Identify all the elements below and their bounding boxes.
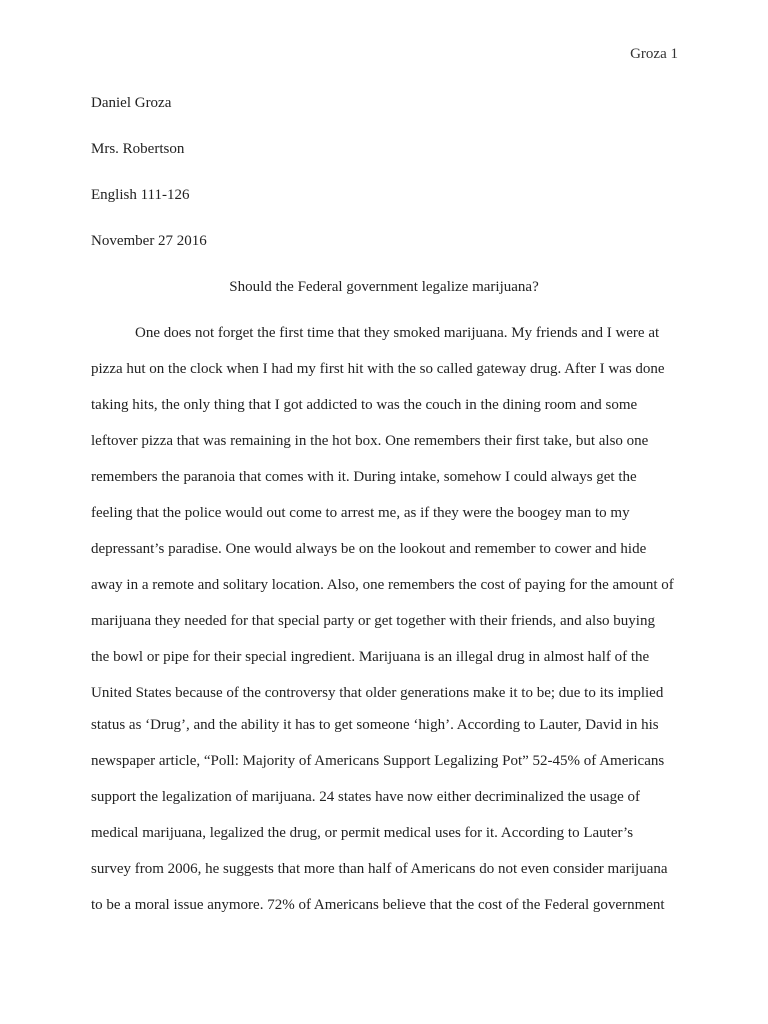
- body-line: United States because of the controversy that older generations make it to be; due to its implied: [91, 685, 664, 701]
- essay-date: November 27 2016: [91, 233, 207, 249]
- body-line: leftover pizza that was remaining in the hot box. One remembers their first take, but also one: [91, 433, 649, 449]
- body-line: support the legalization of marijuana. 24 states have now either decriminalized the usage of: [91, 789, 640, 805]
- running-head: Groza 1: [630, 46, 678, 62]
- author-name: Daniel Groza: [91, 95, 172, 111]
- essay-title: Should the Federal government legalize marijuana?: [229, 279, 539, 295]
- body-line: survey from 2006, he suggests that more than half of Americans do not even consider marijuana: [91, 861, 668, 877]
- body-line: depressant’s paradise. One would always be on the lookout and remember to cower and hide: [91, 541, 647, 557]
- body-line: remembers the paranoia that comes with it. During intake, somehow I could always get the: [91, 469, 637, 485]
- instructor-name: Mrs. Robertson: [91, 141, 185, 157]
- body-line: One does not forget the first time that they smoked marijuana. My friends and I were at: [135, 325, 660, 341]
- body-line: medical marijuana, legalized the drug, or permit medical uses for it. According to Lauter’s: [91, 825, 634, 841]
- body-line: pizza hut on the clock when I had my first hit with the so called gateway drug. After I was done: [91, 361, 665, 377]
- body-line: marijuana they needed for that special party or get together with their friends, and also buying: [91, 613, 655, 629]
- body-line: newspaper article, “Poll: Majority of Americans Support Legalizing Pot” 52-45% of Americans: [91, 753, 665, 769]
- body-line: status as ‘Drug’, and the ability it has to get someone ‘high’. According to Lauter, David in his: [91, 717, 659, 733]
- body-line: taking hits, the only thing that I got addicted to was the couch in the dining room and some: [91, 397, 638, 413]
- body-line: to be a moral issue anymore. 72% of Americans believe that the cost of the Federal government: [91, 897, 665, 913]
- course-number: English 111-126: [91, 187, 190, 203]
- body-line: feeling that the police would out come to arrest me, as if they were the boogey man to my: [91, 505, 630, 521]
- body-line: the bowl or pipe for their special ingredient. Marijuana is an illegal drug in almost half of the: [91, 649, 650, 665]
- body-line: away in a remote and solitary location. Also, one remembers the cost of paying for the amount of: [91, 577, 674, 593]
